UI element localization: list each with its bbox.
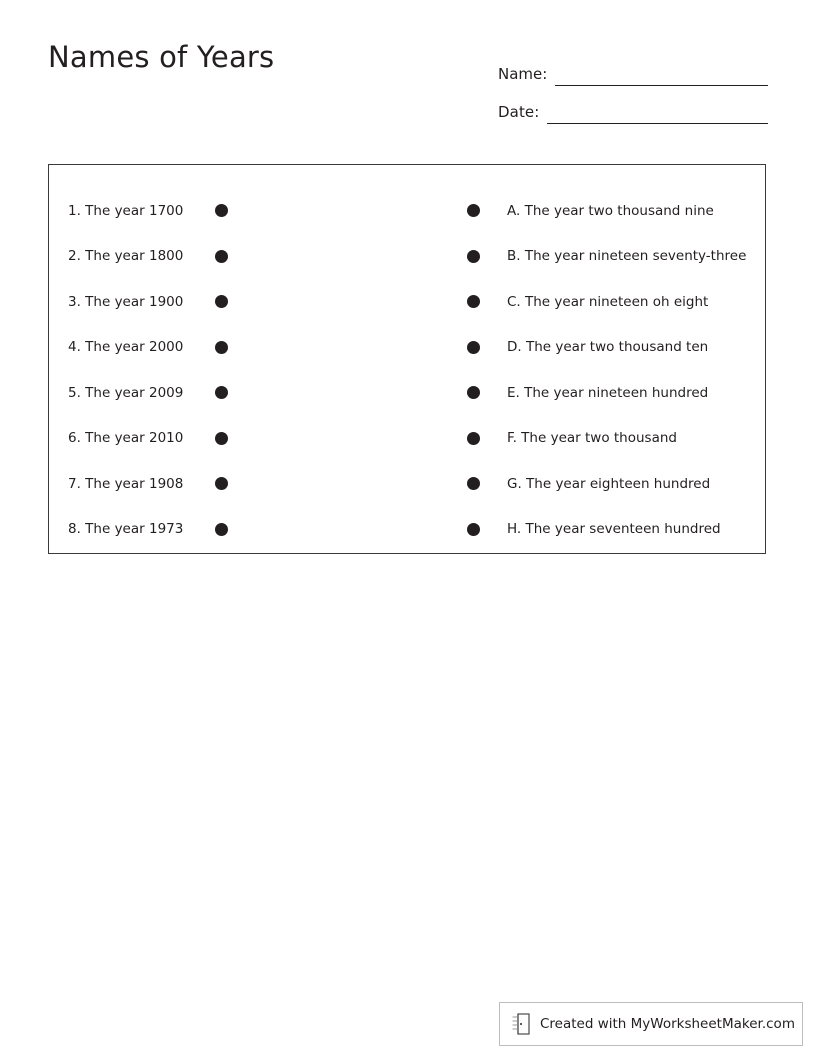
name-input[interactable] xyxy=(555,64,768,86)
match-dot-right[interactable] xyxy=(467,523,480,536)
list-item[interactable] xyxy=(68,234,407,280)
page-title: Names of Years xyxy=(48,40,275,74)
right-item-label: C. The year nineteen oh eight xyxy=(507,293,709,310)
list-item[interactable] xyxy=(68,188,407,234)
worksheet-header xyxy=(48,40,768,120)
right-item-label: F. The year two thousand xyxy=(507,430,677,447)
right-column xyxy=(407,165,765,553)
right-item-label: E. The year nineteen hundred xyxy=(507,384,709,401)
left-item-label: 4. The year 2000 xyxy=(68,339,184,356)
right-item-label: G. The year eighteen hundred xyxy=(507,475,711,492)
match-dot-left[interactable] xyxy=(215,250,228,263)
match-dot-left[interactable] xyxy=(215,295,228,308)
match-dot-left[interactable] xyxy=(215,341,228,354)
student-info-fields xyxy=(498,48,768,124)
right-item-label: H. The year seventeen hundred xyxy=(507,521,721,538)
date-label: Date: xyxy=(498,103,540,121)
left-item-label: 2. The year 1800 xyxy=(68,248,184,265)
match-dot-right[interactable] xyxy=(467,477,480,490)
right-item-label: B. The year nineteen seventy-three xyxy=(507,248,747,265)
match-dot-left[interactable] xyxy=(215,477,228,490)
left-item-label: 1. The year 1700 xyxy=(68,202,184,219)
list-item[interactable] xyxy=(68,325,407,371)
list-item[interactable] xyxy=(407,370,765,416)
match-dot-left[interactable] xyxy=(215,386,228,399)
match-dot-left[interactable] xyxy=(215,432,228,445)
match-dot-right[interactable] xyxy=(467,341,480,354)
list-item[interactable] xyxy=(407,279,765,325)
right-item-label: D. The year two thousand ten xyxy=(507,339,709,356)
match-dot-right[interactable] xyxy=(467,204,480,217)
date-input[interactable] xyxy=(547,102,768,124)
right-item-label: A. The year two thousand nine xyxy=(507,202,714,219)
name-field-row xyxy=(498,48,768,86)
list-item[interactable] xyxy=(407,325,765,371)
list-item[interactable] xyxy=(68,370,407,416)
list-item[interactable] xyxy=(68,507,407,553)
left-item-label: 8. The year 1973 xyxy=(68,521,184,538)
door-icon xyxy=(512,1012,532,1036)
attribution-label: Created with MyWorksheetMaker.com xyxy=(540,1016,795,1032)
list-item[interactable] xyxy=(68,461,407,507)
attribution-badge[interactable] xyxy=(499,1002,803,1046)
left-item-label: 3. The year 1900 xyxy=(68,293,184,310)
list-item[interactable] xyxy=(407,188,765,234)
list-item[interactable] xyxy=(68,279,407,325)
match-dot-left[interactable] xyxy=(215,523,228,536)
match-dot-right[interactable] xyxy=(467,295,480,308)
left-column xyxy=(49,165,407,553)
match-dot-right[interactable] xyxy=(467,250,480,263)
match-dot-left[interactable] xyxy=(215,204,228,217)
list-item[interactable] xyxy=(68,416,407,462)
list-item[interactable] xyxy=(407,507,765,553)
name-label: Name: xyxy=(498,65,548,83)
matching-exercise-box xyxy=(48,164,766,554)
list-item[interactable] xyxy=(407,416,765,462)
left-item-label: 7. The year 1908 xyxy=(68,475,184,492)
left-item-label: 5. The year 2009 xyxy=(68,384,184,401)
list-item[interactable] xyxy=(407,234,765,280)
match-dot-right[interactable] xyxy=(467,432,480,445)
date-field-row xyxy=(498,86,768,124)
list-item[interactable] xyxy=(407,461,765,507)
left-item-label: 6. The year 2010 xyxy=(68,430,184,447)
match-dot-right[interactable] xyxy=(467,386,480,399)
